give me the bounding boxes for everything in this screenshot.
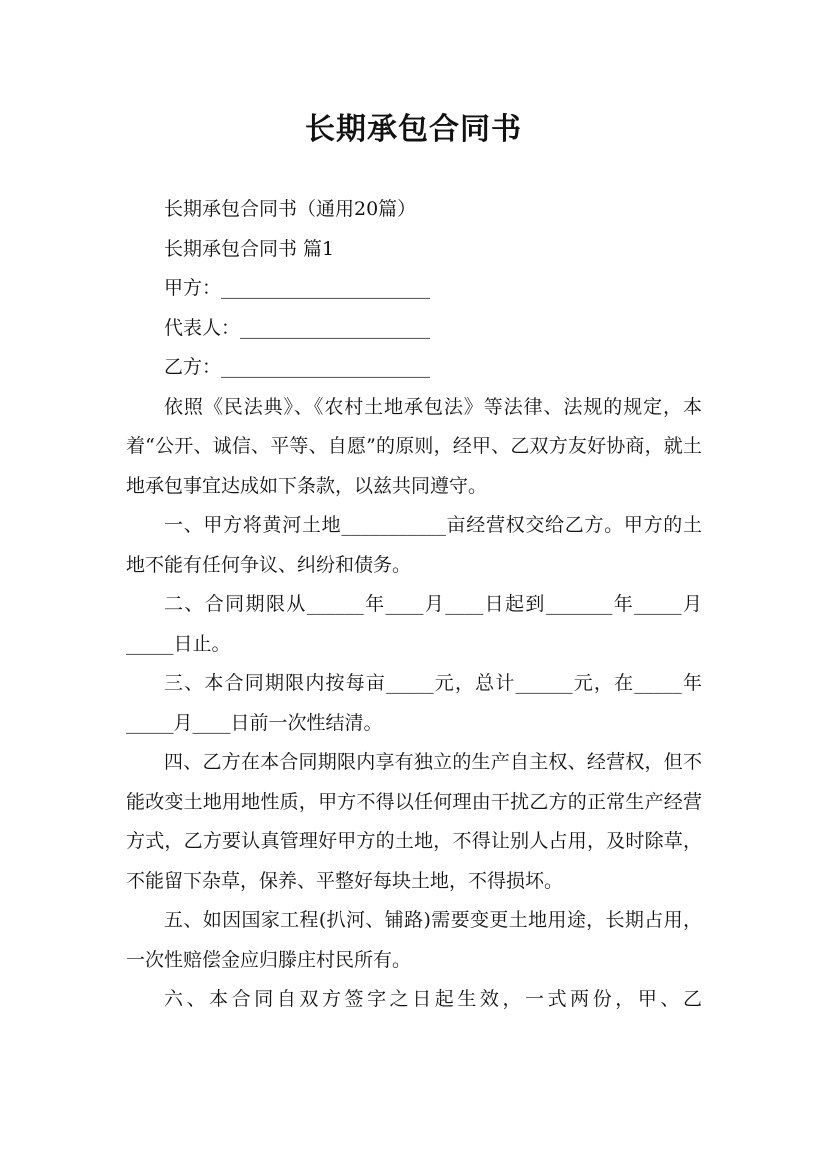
paragraph: 长期承包合同书 篇1 bbox=[164, 237, 335, 260]
paragraph: 乙方：______________________ bbox=[164, 356, 431, 378]
paragraph: 代表人：____________________ bbox=[164, 316, 431, 339]
document-title: 长期承包合同书 bbox=[305, 112, 522, 147]
paragraph: 五、如因国家工程(扒河、铺路)需要变更土地用途，长期占用，一次性赔偿金应归滕庄村民所有。 bbox=[126, 909, 702, 971]
paragraph: 长期承包合同书（通用20篇） bbox=[164, 198, 417, 220]
paragraph: 三、本合同期限内按每亩_____元，总计______元，在_____年_____月____日前一次性结清。 bbox=[126, 672, 702, 734]
paragraph: 甲方：______________________ bbox=[164, 277, 431, 299]
paragraph: 一、甲方将黄河土地___________亩经营权交给乙方。甲方的土地不能有任何争议、纠纷和债务。 bbox=[126, 514, 702, 576]
paragraph: 四、乙方在本合同期限内享有独立的生产自主权、经营权，但不能改变土地用地性质，甲方不得以任何理由干扰乙方的正常生产经营方式，乙方要认真管理好甲方的土地，不得让别人占用，及时除草，不能留下杂草，保养、平整好每块土地，不得损坏。 bbox=[126, 751, 702, 892]
paragraph: 六、本合同自双方签字之日起生效，一式两份，甲、乙 bbox=[164, 988, 702, 1010]
paragraph: 依照《民法典》、《农村土地承包法》等法律、法规的规定，本着“公开、诚信、平等、自愿”的原则，经甲、乙双方友好协商，就土地承包事宜达成如下条款，以兹共同遵守。 bbox=[126, 395, 702, 497]
document-body bbox=[126, 190, 702, 1020]
paragraph: 二、合同期限从______年____月____日起到_______年_____月_____日止。 bbox=[126, 593, 702, 655]
